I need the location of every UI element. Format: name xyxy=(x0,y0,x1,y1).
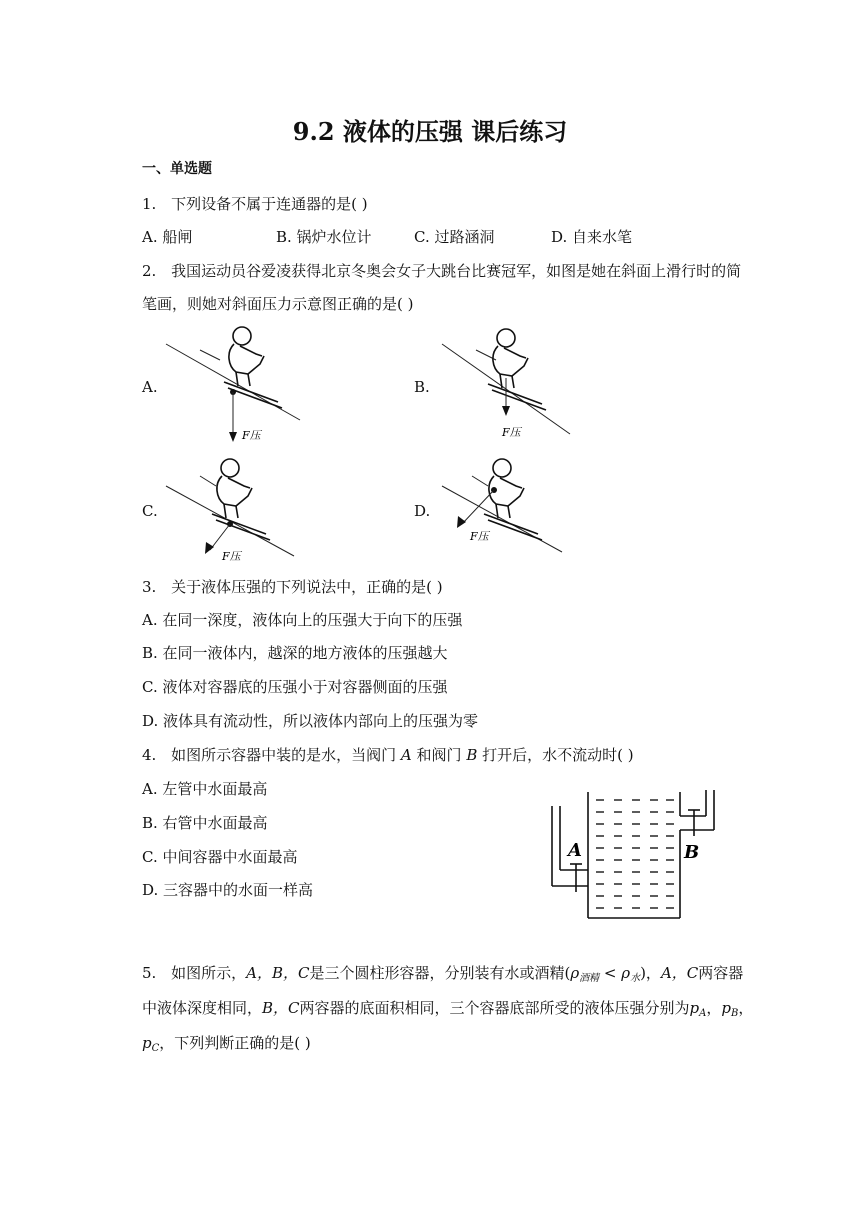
variable-b: B xyxy=(466,746,478,764)
q2-option-d[interactable]: D. xyxy=(414,502,431,520)
skier-figure-a xyxy=(160,322,310,447)
q4-option-d[interactable]: D. 三容器中的水面一样高 xyxy=(142,881,314,899)
question-1 xyxy=(142,193,368,214)
q2-option-c[interactable]: C. xyxy=(142,502,158,520)
question-number: 1. xyxy=(142,195,157,213)
q1-option-b[interactable]: B. 锅炉水位计 xyxy=(276,228,372,246)
question-4: 4. 如图所示容器中装的是水，当阀门 A 和阀门 B 打开后，水不流动时( ) xyxy=(142,746,634,764)
question-stem: 下列设备不属于连通器的是( ) xyxy=(171,195,368,213)
q4-option-a[interactable]: A. 左管中水面最高 xyxy=(142,780,268,798)
question-number: 4. xyxy=(142,746,157,764)
question-5-line1: 5. 如图所示，A，B，C是三个圆柱形容器，分别装有水或酒精$(\rho_{酒精} < \rho_水)$，A，C两容器 xyxy=(142,964,744,984)
question-number: 3. xyxy=(142,578,157,596)
question-number: 5. xyxy=(142,964,157,982)
q4-option-c[interactable]: C. 中间容器中水面最高 xyxy=(142,848,298,866)
skier-figure-d xyxy=(436,456,586,576)
force-label: F压 xyxy=(242,429,261,442)
skier-figure-c xyxy=(160,456,310,576)
variable-a: A xyxy=(400,746,412,764)
force-label: F压 xyxy=(470,530,489,543)
q3-option-d[interactable]: D. 液体具有流动性，所以液体内部向上的压强为零 xyxy=(142,712,479,730)
q1-option-a[interactable]: A. 船闸 xyxy=(142,228,193,246)
q4-option-b[interactable]: B. 右管中水面最高 xyxy=(142,814,268,832)
force-label: F压 xyxy=(502,426,521,439)
valve-b-label: B xyxy=(684,842,700,863)
section-heading: 一、单选题 xyxy=(142,161,212,177)
q2-option-b[interactable]: B. xyxy=(414,378,430,396)
question-5-line2: 中液体深度相同，B，C两容器的底面积相同，三个容器底部所受的液体压强分别为$p_A$，$p_B$， xyxy=(142,999,754,1019)
q1-option-d[interactable]: D. 自来水笔 xyxy=(551,228,633,246)
valve-a-label: A xyxy=(568,840,582,861)
q3-option-c[interactable]: C. 液体对容器底的压强小于对容器侧面的压强 xyxy=(142,678,448,696)
q3-option-b[interactable]: B. 在同一液体内，越深的地方液体的压强越大 xyxy=(142,644,448,662)
question-number: 2. xyxy=(142,262,157,280)
skier-figure-b xyxy=(436,322,586,447)
question-stem: 关于液体压强的下列说法中，正确的是( ) xyxy=(171,578,443,596)
force-label: F压 xyxy=(222,550,241,563)
question-2 xyxy=(142,260,741,281)
question-stem-line2: 笔画，则她对斜面压力示意图正确的是( ) xyxy=(142,295,414,313)
q1-option-c[interactable]: C. 过路涵洞 xyxy=(414,228,495,246)
connected-container-figure xyxy=(548,786,722,918)
question-5-line3: $p_C$，下列判断正确的是( ) xyxy=(142,1034,311,1054)
question-3 xyxy=(142,576,443,597)
question-stem-line1: 我国运动员谷爱凌获得北京冬奥会女子大跳台比赛冠军，如图是她在斜面上滑行时的简 xyxy=(171,262,742,280)
q2-option-a[interactable]: A. xyxy=(142,378,158,396)
page-title: 9.2 液体的压强 课后练习 xyxy=(292,117,568,146)
q3-option-a[interactable]: A. 在同一深度，液体向上的压强大于向下的压强 xyxy=(142,611,463,629)
